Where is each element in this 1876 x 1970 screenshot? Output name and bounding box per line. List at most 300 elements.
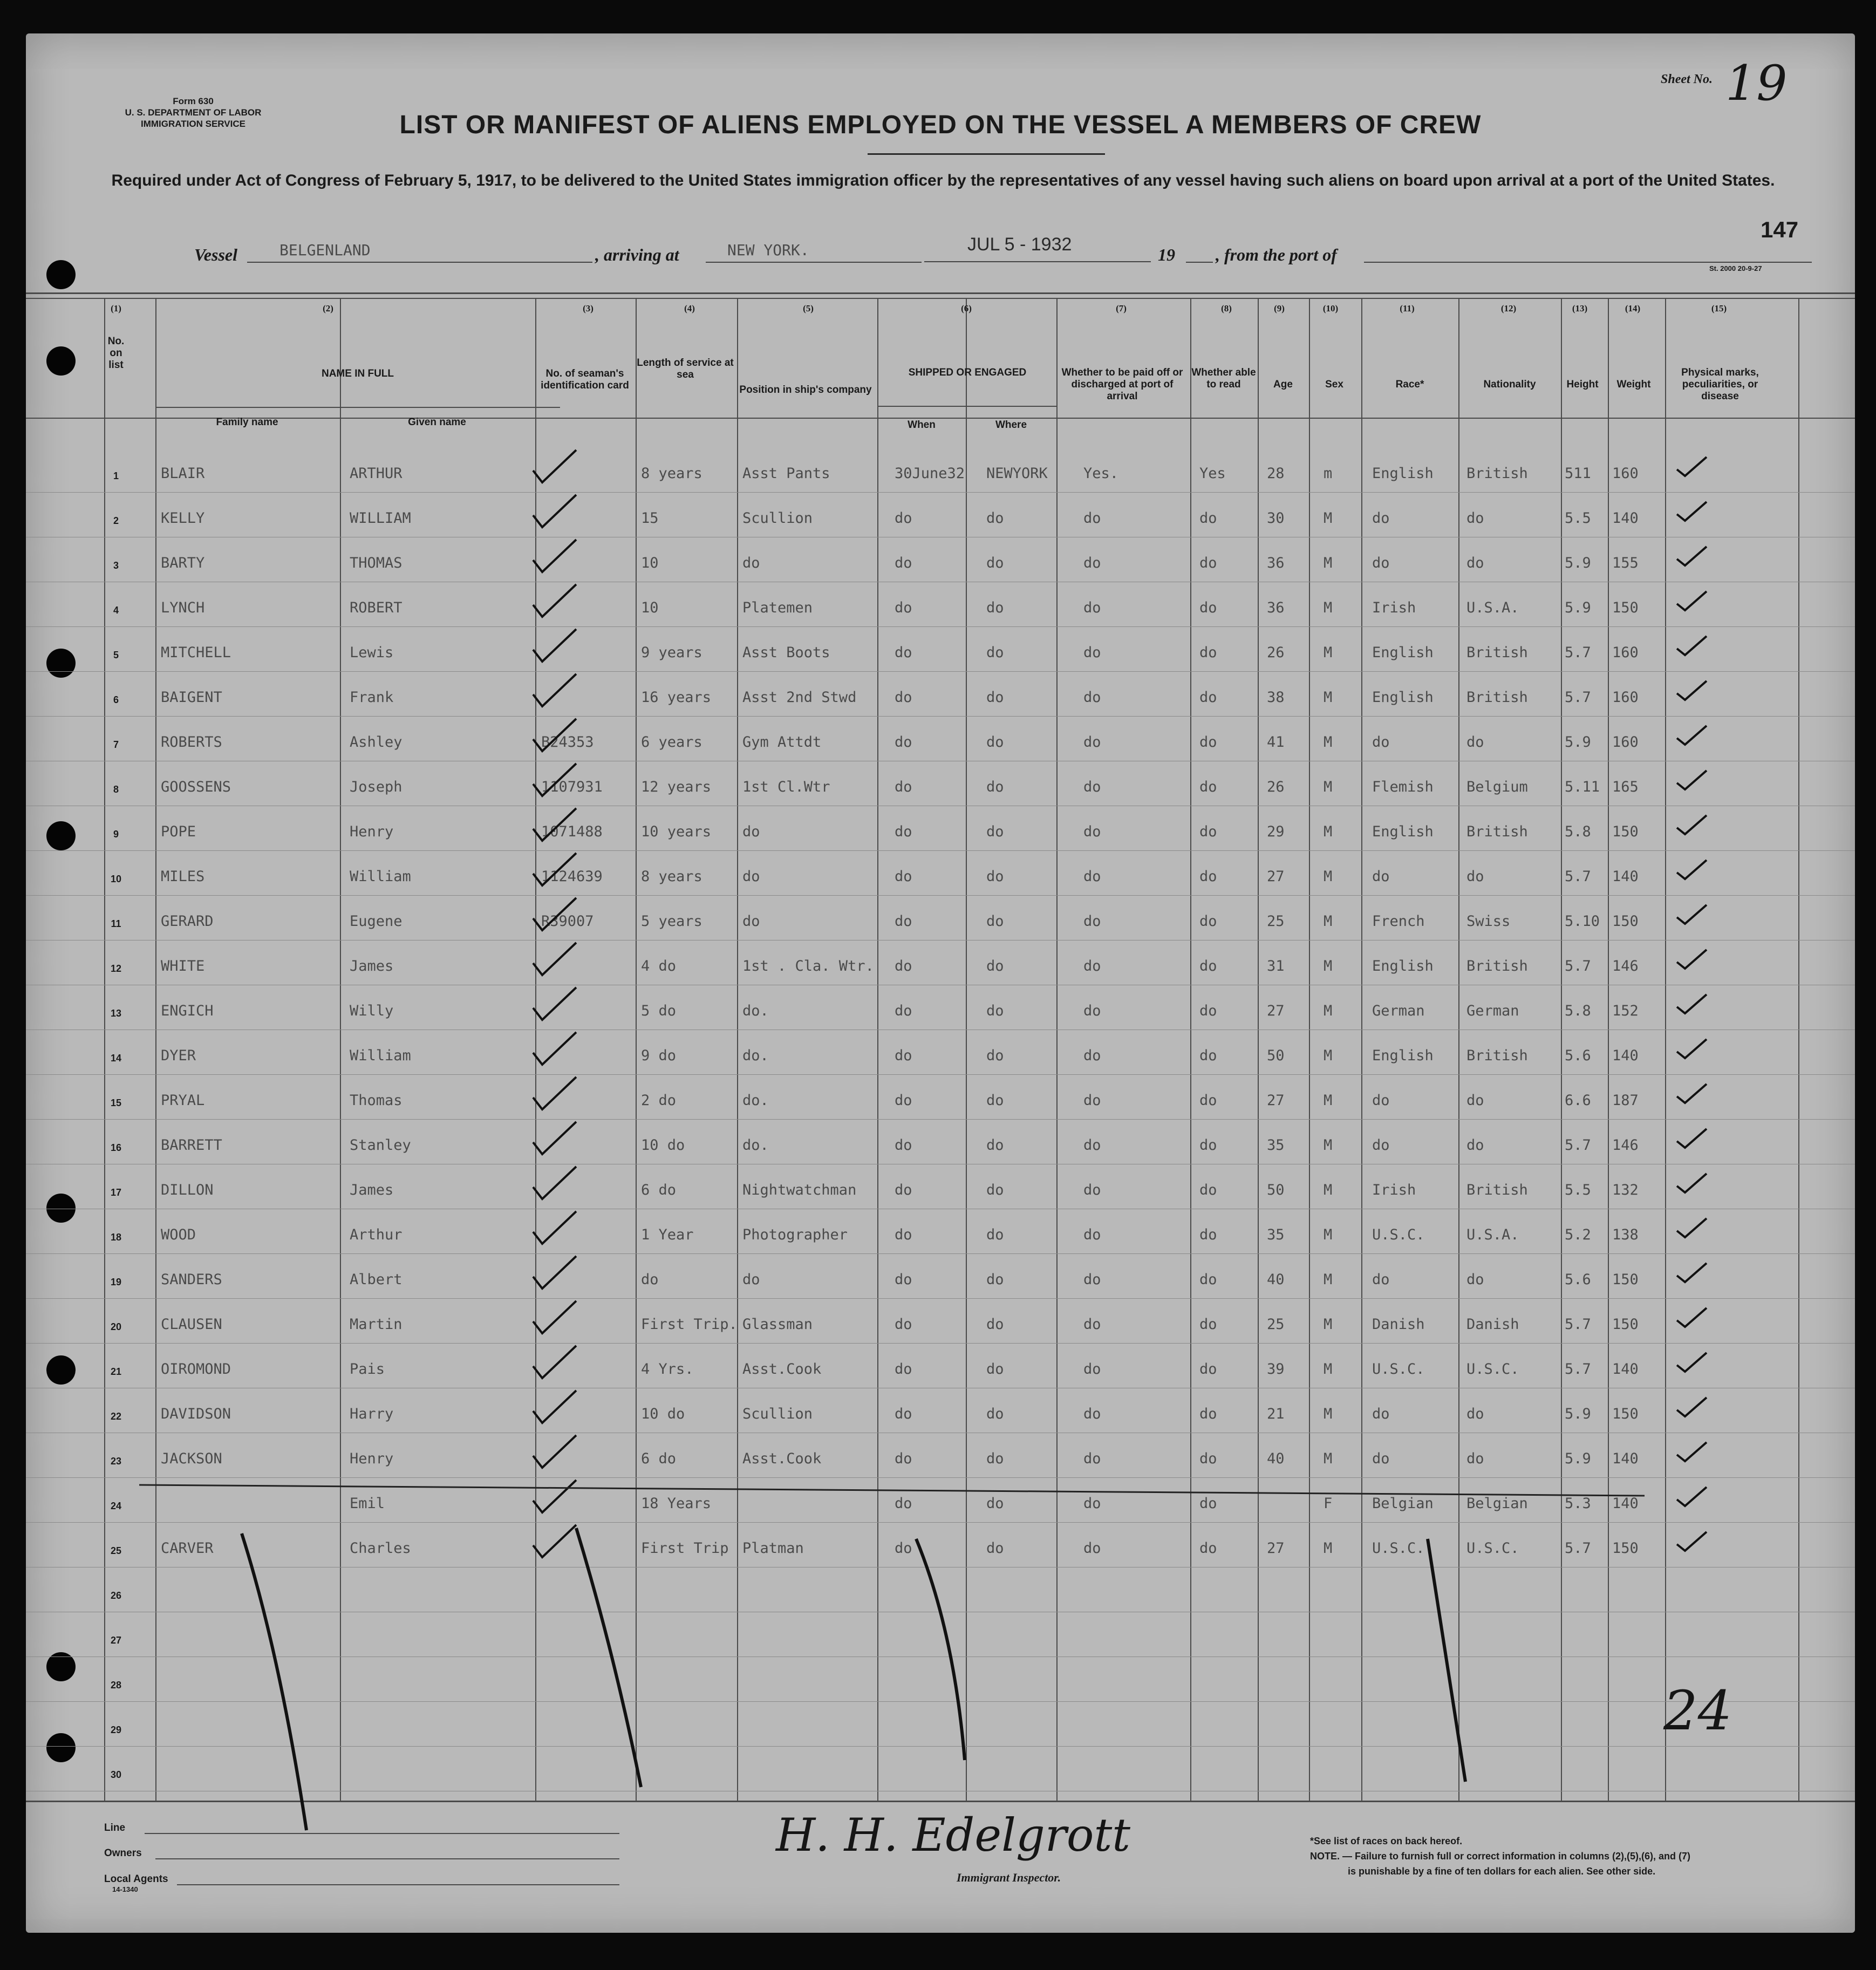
sex-cell: M [1324, 823, 1333, 840]
nationality-cell: do [1466, 1137, 1484, 1154]
nationality-cell: British [1466, 823, 1528, 840]
shipped-where-cell: do [986, 823, 1004, 840]
position-cell: 1st . Cla. Wtr. [742, 958, 874, 974]
weight-cell: 165 [1612, 779, 1639, 795]
paid-off-cell: do [1083, 1406, 1101, 1422]
height-cell: 5.5 [1565, 510, 1591, 527]
weight-cell: 187 [1612, 1092, 1639, 1109]
nationality-cell: British [1466, 689, 1528, 706]
given-name-cell: Ashley [350, 734, 403, 751]
row-number: 17 [110, 1187, 122, 1198]
given-name-cell: ARTHUR [350, 465, 403, 482]
shipped-when-cell: do [895, 823, 912, 840]
paid-off-cell: do [1083, 1182, 1101, 1198]
paid-off-cell: do [1083, 510, 1101, 527]
able-read-cell: do [1199, 1450, 1217, 1467]
paid-off-cell: do [1083, 1361, 1101, 1378]
able-read-cell: do [1199, 1003, 1217, 1019]
nationality-cell: do [1466, 868, 1484, 885]
shipped-where-cell: do [986, 868, 1004, 885]
given-name-cell: Willy [350, 1003, 394, 1019]
age-cell: 25 [1267, 913, 1285, 930]
weight-cell: 150 [1612, 1406, 1639, 1422]
paid-off-cell: do [1083, 958, 1101, 974]
shipped-when-cell: do [895, 734, 912, 751]
given-name-cell: William [350, 1047, 411, 1064]
service-cell: 4 Yrs. [641, 1361, 694, 1378]
sex-cell: M [1324, 1182, 1333, 1198]
able-read-cell: do [1199, 958, 1217, 974]
arriving-label: , arriving at [595, 245, 679, 264]
position-cell: Platemen [742, 599, 813, 616]
nationality-cell: British [1466, 1047, 1528, 1064]
able-read-cell: do [1199, 555, 1217, 571]
weight-cell: 150 [1612, 1271, 1639, 1288]
race-cell: Danish [1372, 1316, 1425, 1333]
height-cell: 5.11 [1565, 779, 1600, 795]
shipped-when-cell: do [895, 1137, 912, 1154]
agents-field [177, 1884, 619, 1885]
shipped-when-cell: do [895, 644, 912, 661]
paid-off-cell: Yes. [1083, 465, 1119, 482]
paid-off-cell: do [1083, 1226, 1101, 1243]
given-name-cell: Henry [350, 823, 394, 840]
nationality-cell: do [1466, 1271, 1484, 1288]
able-read-cell: do [1199, 644, 1217, 661]
position-cell: Scullion [742, 510, 813, 527]
position-cell: Gym Attdt [742, 734, 822, 751]
family-name-cell: GOOSSENS [161, 779, 231, 795]
service-cell: 1 Year [641, 1226, 694, 1243]
id-card-cell: 1071488 [541, 823, 603, 840]
service-cell: First Trip. [641, 1316, 738, 1333]
family-name-cell: DYER [161, 1047, 196, 1064]
col-number: (10) [1322, 303, 1339, 313]
position-cell: Asst.Cook [742, 1361, 822, 1378]
strike-line [139, 1485, 1645, 1496]
vessel-label: Vessel [194, 245, 237, 264]
given-name-cell: James [350, 1182, 394, 1198]
weight-cell: 160 [1612, 644, 1639, 661]
race-cell: German [1372, 1003, 1425, 1019]
nationality-cell: U.S.C. [1466, 1540, 1519, 1557]
able-read-cell: do [1199, 510, 1217, 527]
age-cell: 36 [1267, 599, 1285, 616]
col-header-race: Race* [1395, 379, 1424, 390]
family-name-cell: LYNCH [161, 599, 205, 616]
age-cell: 27 [1267, 868, 1285, 885]
race-cell: Irish [1372, 1182, 1416, 1198]
nationality-cell: U.S.A. [1466, 599, 1519, 616]
height-cell: 5.9 [1565, 734, 1591, 751]
row-number: 3 [113, 560, 119, 571]
nationality-cell: British [1466, 958, 1528, 974]
position-cell: do [742, 555, 760, 571]
race-cell: Flemish [1372, 779, 1434, 795]
family-name-cell: KELLY [161, 510, 205, 527]
age-cell: 25 [1267, 1316, 1285, 1333]
able-read-cell: do [1199, 1092, 1217, 1109]
race-cell: English [1372, 823, 1434, 840]
paid-off-cell: do [1083, 1047, 1101, 1064]
family-name-cell: MILES [161, 868, 205, 885]
sheet-number: 19 [1725, 55, 1788, 112]
sex-cell: M [1324, 1361, 1333, 1378]
nationality-cell: Danish [1466, 1316, 1519, 1333]
sex-cell: M [1324, 644, 1333, 661]
able-read-cell: do [1199, 599, 1217, 616]
row-number: 21 [110, 1366, 122, 1377]
position-cell: Platman [742, 1540, 804, 1557]
position-cell: Asst Pants [742, 465, 830, 482]
col-header-shipped: SHIPPED OR ENGAGED [908, 367, 1027, 378]
paid-off-cell: do [1083, 823, 1101, 840]
position-cell: 1st Cl.Wtr [742, 779, 830, 795]
age-cell: 28 [1267, 465, 1285, 482]
weight-cell: 140 [1612, 510, 1639, 527]
sex-cell: M [1324, 599, 1333, 616]
able-read-cell: do [1199, 1137, 1217, 1154]
id-card-cell: 1107931 [541, 779, 603, 795]
service-cell: 10 [641, 599, 659, 616]
able-read-cell: do [1199, 1271, 1217, 1288]
age-cell: 38 [1267, 689, 1285, 706]
paid-off-cell: do [1083, 913, 1101, 930]
paid-off-cell: do [1083, 1092, 1101, 1109]
sex-cell: M [1324, 1003, 1333, 1019]
race-cell: English [1372, 689, 1434, 706]
shipped-where-cell: do [986, 689, 1004, 706]
age-cell: 35 [1267, 1137, 1285, 1154]
nationality-cell: British [1466, 1182, 1528, 1198]
given-name-cell: WILLIAM [350, 510, 411, 527]
race-cell: do [1372, 555, 1390, 571]
position-cell: Asst 2nd Stwd [742, 689, 857, 706]
family-name-cell: ENGICH [161, 1003, 214, 1019]
sex-cell: M [1324, 734, 1333, 751]
paid-off-cell: do [1083, 1450, 1101, 1467]
id-card-cell: B24353 [541, 734, 594, 751]
paid-off-cell: do [1083, 779, 1101, 795]
shipped-when-cell: do [895, 510, 912, 527]
col-header-height: Height [1566, 379, 1599, 390]
strike-line [916, 1539, 965, 1760]
height-cell: 5.10 [1565, 913, 1600, 930]
nationality-cell: do [1466, 510, 1484, 527]
height-cell: 5.6 [1565, 1271, 1591, 1288]
col-header-family: Family name [216, 417, 278, 428]
height-cell: 5.9 [1565, 599, 1591, 616]
paid-off-cell: do [1083, 1003, 1101, 1019]
nationality-cell: Belgian [1466, 1495, 1528, 1512]
sex-cell: M [1324, 1540, 1333, 1557]
col-number: (3) [583, 303, 594, 313]
agents-label: Local Agents [104, 1873, 168, 1885]
penalty-note-cont: is punishable by a fine of ten dollars for each alien. See other side. [1348, 1866, 1656, 1877]
nationality-cell: U.S.C. [1466, 1361, 1519, 1378]
family-name-cell: DAVIDSON [161, 1406, 231, 1422]
shipped-when-cell: do [895, 1047, 912, 1064]
family-name-cell: PRYAL [161, 1092, 205, 1109]
strike-line [576, 1528, 641, 1787]
weight-cell: 146 [1612, 1137, 1639, 1154]
col-header-nationality: Nationality [1483, 379, 1536, 390]
weight-cell: 146 [1612, 958, 1639, 974]
family-name-cell: WOOD [161, 1226, 196, 1243]
paid-off-cell: do [1083, 599, 1101, 616]
sex-cell: M [1324, 779, 1333, 795]
age-cell: 29 [1267, 823, 1285, 840]
able-read-cell: do [1199, 868, 1217, 885]
shipped-where-cell: do [986, 1361, 1004, 1378]
shipped-where-cell: do [986, 1495, 1004, 1512]
given-name-cell: Frank [350, 689, 394, 706]
shipped-when-cell: do [895, 1361, 912, 1378]
col-header-no: No. on list [107, 336, 125, 371]
date-stamp: JUL 5 - 1932 [967, 234, 1072, 255]
port-name: NEW YORK. [727, 241, 809, 259]
paid-off-cell: do [1083, 1540, 1101, 1557]
height-cell: 6.6 [1565, 1092, 1591, 1109]
vessel-name: BELGENLAND [279, 241, 371, 259]
family-name-cell: JACKSON [161, 1450, 222, 1467]
weight-cell: 140 [1612, 1450, 1639, 1467]
age-cell: 21 [1267, 1406, 1285, 1422]
strike-line [242, 1533, 306, 1830]
from-port-label: , from the port of [1216, 245, 1337, 264]
shipped-where-cell: do [986, 644, 1004, 661]
col-header-where: Where [995, 419, 1027, 431]
height-cell: 5.7 [1565, 1540, 1591, 1557]
age-cell: 36 [1267, 555, 1285, 571]
sex-cell: M [1324, 510, 1333, 527]
position-cell: Glassman [742, 1316, 813, 1333]
paid-off-cell: do [1083, 1495, 1101, 1512]
shipped-when-cell: do [895, 1182, 912, 1198]
service-cell: 10 do [641, 1406, 685, 1422]
shipped-where-cell: do [986, 555, 1004, 571]
weight-cell: 140 [1612, 868, 1639, 885]
weight-cell: 150 [1612, 1316, 1639, 1333]
col-header-position: Position in ship's company [739, 384, 872, 396]
shipped-when-cell: do [895, 689, 912, 706]
shipped-where-cell: do [986, 1003, 1004, 1019]
shipped-when-cell: do [895, 599, 912, 616]
col-header-service: Length of service at sea [637, 357, 734, 380]
sex-cell: M [1324, 1450, 1333, 1467]
paid-off-cell: do [1083, 644, 1101, 661]
row-number: 7 [113, 739, 119, 750]
age-cell: 41 [1267, 734, 1285, 751]
given-name-cell: Harry [350, 1406, 394, 1422]
id-card-cell: 1124639 [541, 868, 603, 885]
row-number: 5 [113, 650, 119, 660]
paid-off-cell: do [1083, 1137, 1101, 1154]
race-cell: English [1372, 465, 1434, 482]
weight-cell: 150 [1612, 1540, 1639, 1557]
height-cell: 5.9 [1565, 555, 1591, 571]
print-code: St. 2000 20-9-27 [1709, 264, 1762, 272]
race-cell: English [1372, 644, 1434, 661]
sex-cell: M [1324, 1406, 1333, 1422]
given-name-cell: Pais [350, 1361, 385, 1378]
col-number: (9) [1274, 303, 1285, 313]
paid-off-cell: do [1083, 689, 1101, 706]
col-number: (12) [1500, 303, 1517, 313]
row-number: 6 [113, 694, 119, 705]
col-number: (7) [1116, 303, 1127, 313]
service-cell: 15 [641, 510, 659, 527]
shipped-when-cell: do [895, 1540, 912, 1557]
id-card-cell: R39007 [541, 913, 594, 930]
position-cell: do. [742, 1047, 769, 1064]
col-number: (15) [1711, 303, 1727, 313]
height-cell: 5.7 [1565, 868, 1591, 885]
family-name-cell: DILLON [161, 1182, 214, 1198]
service-cell: 12 years [641, 779, 712, 795]
agents-code: 14-1340 [112, 1885, 138, 1893]
weight-cell: 155 [1612, 555, 1639, 571]
family-name-cell: GERARD [161, 913, 214, 930]
sex-cell: M [1324, 689, 1333, 706]
row-number: 14 [110, 1053, 122, 1064]
page-number: 147 [1761, 217, 1799, 242]
given-name-cell: William [350, 868, 411, 885]
given-name-cell: Martin [350, 1316, 403, 1333]
shipped-when-cell: do [895, 958, 912, 974]
col-header-weight: Weight [1616, 379, 1651, 390]
col-number: (13) [1572, 303, 1588, 313]
family-name-cell: POPE [161, 823, 196, 840]
given-name-cell: Emil [350, 1495, 385, 1512]
sex-cell: M [1324, 1226, 1333, 1243]
able-read-cell: do [1199, 1540, 1217, 1557]
position-cell: Asst Boots [742, 644, 830, 661]
nationality-cell: do [1466, 555, 1484, 571]
family-name-cell: BLAIR [161, 465, 205, 482]
row-number: 8 [113, 784, 119, 795]
service-cell: First Trip [641, 1540, 729, 1557]
able-read-cell: do [1199, 1316, 1217, 1333]
race-cell: U.S.C. [1372, 1361, 1425, 1378]
height-cell: 5.3 [1565, 1495, 1591, 1512]
nationality-cell: Belgium [1466, 779, 1528, 795]
shipped-when-cell: do [895, 1316, 912, 1333]
age-cell: 31 [1267, 958, 1285, 974]
owners-field [155, 1858, 619, 1859]
able-read-cell: do [1199, 1495, 1217, 1512]
row-number: 25 [110, 1545, 122, 1556]
sex-cell: M [1324, 868, 1333, 885]
family-name-cell: CARVER [161, 1540, 214, 1557]
weight-cell: 160 [1612, 689, 1639, 706]
race-cell: do [1372, 1450, 1390, 1467]
position-cell: Scullion [742, 1406, 813, 1422]
nationality-cell: do [1466, 1406, 1484, 1422]
shipped-where-cell: do [986, 1092, 1004, 1109]
able-read-cell: do [1199, 1182, 1217, 1198]
line-field [145, 1833, 619, 1834]
row-number: 26 [110, 1590, 122, 1601]
row-number: 27 [110, 1635, 122, 1646]
age-cell: 30 [1267, 510, 1285, 527]
nationality-cell: Swiss [1466, 913, 1511, 930]
able-read-cell: do [1199, 779, 1217, 795]
col-header-marks: Physical marks, peculiarities, or disease [1681, 367, 1759, 402]
able-read-cell: do [1199, 1047, 1217, 1064]
given-name-cell: Joseph [350, 779, 403, 795]
race-cell: English [1372, 1047, 1434, 1064]
strike-line [1428, 1539, 1465, 1782]
row-number: 18 [110, 1232, 122, 1243]
age-cell: 40 [1267, 1271, 1285, 1288]
department-name: U. S. DEPARTMENT OF LABOR [125, 107, 262, 118]
given-name-cell: Charles [350, 1540, 411, 1557]
family-name-cell: OIROMOND [161, 1361, 231, 1378]
service-cell: 9 years [641, 644, 702, 661]
owners-label: Owners [104, 1848, 142, 1859]
paid-off-cell: do [1083, 734, 1101, 751]
race-cell: U.S.C. [1372, 1226, 1425, 1243]
race-cell: do [1372, 734, 1390, 751]
height-cell: 5.9 [1565, 1450, 1591, 1467]
race-cell: do [1372, 1406, 1390, 1422]
race-cell: do [1372, 868, 1390, 885]
position-cell: do. [742, 1137, 769, 1154]
form-number: Form 630 [173, 96, 214, 106]
service-cell: 9 do [641, 1047, 677, 1064]
given-name-cell: Eugene [350, 913, 403, 930]
height-cell: 5.7 [1565, 1361, 1591, 1378]
inspector-signature: H. H. Edelgrott [776, 1809, 1130, 1862]
shipped-when-cell: do [895, 1450, 912, 1467]
shipped-when-cell: do [895, 1226, 912, 1243]
sex-cell: M [1324, 1137, 1333, 1154]
position-cell: Photographer [742, 1226, 848, 1243]
row-number: 24 [110, 1501, 122, 1511]
shipped-where-cell: do [986, 510, 1004, 527]
row-number: 1 [113, 471, 119, 481]
row-number: 22 [110, 1411, 122, 1422]
pen-marks [26, 33, 1855, 1933]
position-cell: do [742, 823, 760, 840]
able-read-cell: do [1199, 1361, 1217, 1378]
shipped-where-cell: do [986, 1137, 1004, 1154]
weight-cell: 152 [1612, 1003, 1639, 1019]
service-cell: 6 do [641, 1450, 677, 1467]
row-number: 11 [111, 918, 121, 929]
age-cell: 39 [1267, 1361, 1285, 1378]
family-name-cell: WHITE [161, 958, 205, 974]
age-cell: 26 [1267, 779, 1285, 795]
height-cell: 5.7 [1565, 958, 1591, 974]
service-cell: 8 years [641, 868, 702, 885]
shipped-when-cell: do [895, 913, 912, 930]
col-header-when: When [908, 419, 936, 431]
nationality-cell: British [1466, 644, 1528, 661]
sex-cell: M [1324, 555, 1333, 571]
weight-cell: 140 [1612, 1361, 1639, 1378]
sex-cell: F [1324, 1495, 1333, 1512]
able-read-cell: Yes [1199, 465, 1226, 482]
shipped-when-cell: do [895, 1495, 912, 1512]
shipped-when-cell: 30June32 [895, 465, 965, 482]
paid-off-cell: do [1083, 868, 1101, 885]
position-cell: Nightwatchman [742, 1182, 857, 1198]
service-cell: 2 do [641, 1092, 677, 1109]
service-name: IMMIGRATION SERVICE [141, 119, 245, 129]
shipped-where-cell: do [986, 913, 1004, 930]
